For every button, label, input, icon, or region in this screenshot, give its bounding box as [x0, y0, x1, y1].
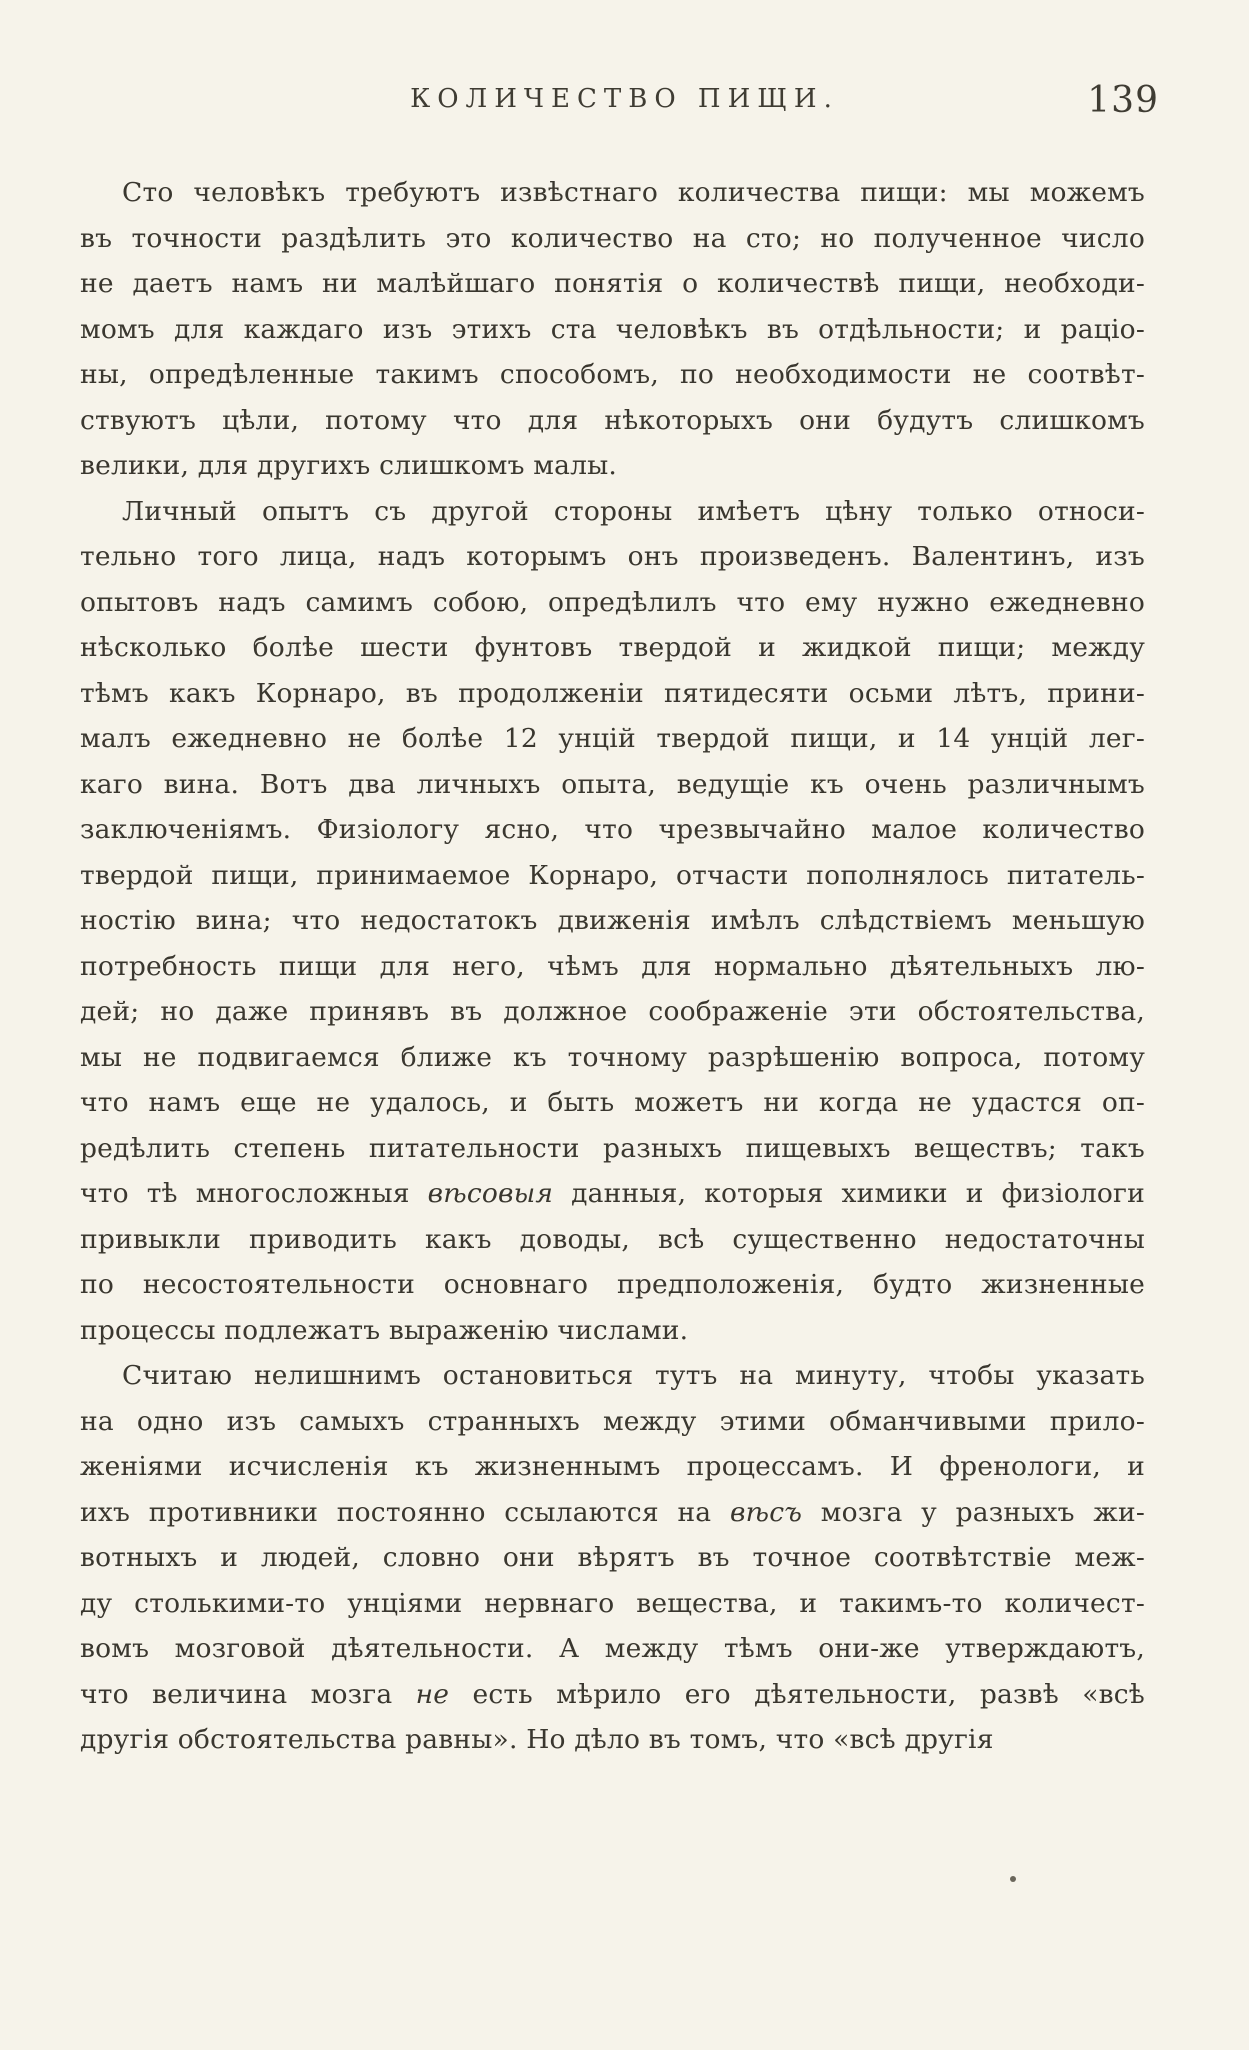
text-line	[80, 580, 1145, 626]
line-text: что намъ еще не удалось, и быть можетъ ни когда не удастся оп-	[80, 1087, 1145, 1118]
line-text: Считаю нелишнимъ остановиться тутъ на минуту, чтобы указать	[122, 1360, 1145, 1391]
text-line	[80, 853, 1145, 899]
text-line	[80, 216, 1145, 262]
line-text: ствуютъ цѣли, потому что для нѣкоторыхъ они будутъ слишкомъ	[80, 404, 1145, 436]
text-line	[80, 398, 1145, 444]
line-text: что величина мозга	[80, 1678, 416, 1710]
line-text: ны, опредѣленные такимъ способомъ, по необходимости не соотвѣт-	[80, 359, 1145, 390]
line-text: каго вина. Вотъ два личныхъ опыта, ведущіе къ очень различнымъ	[80, 768, 1145, 800]
line-text: нѣсколько болѣе шести фунтовъ твердой и жидкой пищи; между	[80, 632, 1145, 663]
line-text: момъ для каждаго изъ этихъ ста человѣкъ въ отдѣльности; и раціо-	[80, 313, 1145, 345]
text-line	[80, 671, 1145, 717]
text-line	[80, 489, 1145, 535]
line-text: мы не подвигаемся ближе къ точному разрѣшенію вопроса, потому	[80, 1041, 1145, 1073]
line-text: Личный опытъ съ другой стороны имѣетъ цѣну только относи-	[122, 495, 1145, 527]
body-text	[80, 170, 1145, 1763]
text-line	[80, 1535, 1145, 1581]
text-line	[80, 944, 1145, 990]
text-line	[80, 1717, 1145, 1763]
text-line	[80, 534, 1145, 580]
line-text: данныя, которыя химики и физіологи	[553, 1178, 1145, 1209]
text-line	[80, 762, 1145, 808]
italic-word: вѣсовыя	[427, 1178, 554, 1209]
line-text: есть мѣрило его дѣятельности, развѣ «всѣ	[449, 1678, 1145, 1710]
line-text: Сто человѣкъ требуютъ извѣстнаго количества пищи: мы можемъ	[122, 177, 1145, 208]
text-line	[80, 170, 1145, 216]
text-line	[80, 1353, 1145, 1399]
line-text: заключеніямъ. Физіологу ясно, что чрезвычайно малое количество	[80, 814, 1145, 845]
text-line	[80, 1444, 1145, 1490]
text-line	[80, 307, 1145, 353]
text-line	[80, 1399, 1145, 1445]
text-line	[80, 1171, 1145, 1217]
line-text: ихъ противники постоянно ссылаются на	[80, 1496, 730, 1528]
text-line	[80, 1080, 1145, 1126]
line-text: малъ ежедневно не болѣе 12 унцій твердой пищи, и 14 унцій лег-	[80, 723, 1145, 754]
text-line	[80, 1217, 1145, 1263]
text-line	[80, 716, 1145, 762]
line-text: процессы подлежатъ выраженію числами.	[80, 1314, 689, 1346]
line-text: потребность пищи для него, чѣмъ для нормально дѣятельныхъ лю-	[80, 950, 1145, 982]
line-text: другія обстоятельства равны». Но дѣло въ томъ, что «всѣ другія	[80, 1724, 994, 1755]
text-line	[80, 807, 1145, 853]
line-text: на одно изъ самыхъ странныхъ между этими обманчивыми прило-	[80, 1405, 1145, 1437]
text-line	[80, 1308, 1145, 1354]
line-text: дей; но даже принявъ въ должное соображеніе эти обстоятельства,	[80, 996, 1145, 1027]
line-text: твердой пищи, принимаемое Корнаро, отчасти пополнялось питатель-	[80, 859, 1145, 891]
text-line	[80, 352, 1145, 398]
text-line	[80, 1581, 1145, 1627]
running-title: КОЛИЧЕСТВО ПИЩИ.	[410, 84, 839, 114]
line-text: редѣлить степень питательности разныхъ пищевыхъ веществъ; такъ	[80, 1132, 1145, 1164]
text-line	[80, 1035, 1145, 1081]
line-text: ду столькими-то унціями нервнаго вещества, и такимъ-то количест-	[80, 1587, 1145, 1619]
line-text: опытовъ надъ самимъ собою, опредѣлилъ что ему нужно ежедневно	[80, 586, 1145, 618]
text-line	[80, 1126, 1145, 1172]
text-line	[80, 625, 1145, 671]
line-text: ностію вина; что недостатокъ движенія имѣлъ слѣдствіемъ меньшую	[80, 905, 1145, 936]
ink-mark	[1010, 1876, 1016, 1882]
text-line	[80, 989, 1145, 1035]
text-line	[80, 898, 1145, 944]
line-text: привыкли приводить какъ доводы, всѣ существенно недостаточны	[80, 1223, 1145, 1255]
text-line	[80, 1490, 1145, 1536]
line-text: мозга у разныхъ жи-	[802, 1496, 1145, 1528]
text-line	[80, 443, 1145, 489]
line-text: въ точности раздѣлить это количество на сто; но полученное число	[80, 222, 1145, 254]
line-text: тельно того лица, надъ которымъ онъ произведенъ. Валентинъ, изъ	[80, 541, 1145, 572]
italic-word: вѣсъ	[729, 1496, 803, 1528]
line-text: велики, для другихъ слишкомъ малы.	[80, 450, 618, 481]
line-text: что тѣ многосложныя	[80, 1178, 428, 1209]
line-text: вомъ мозговой дѣятельности. А между тѣмъ они-же утверждаютъ,	[80, 1633, 1145, 1664]
text-line	[80, 261, 1145, 307]
line-text: тѣмъ какъ Корнаро, въ продолженіи пятидесяти осьми лѣтъ, прини-	[80, 677, 1145, 709]
line-text: не даетъ намъ ни малѣйшаго понятія о количествѣ пищи, необходи-	[80, 268, 1145, 299]
text-line	[80, 1672, 1145, 1718]
italic-word: не	[415, 1678, 450, 1710]
line-text: женіями исчисленія къ жизненнымъ процессамъ. И френологи, и	[80, 1451, 1145, 1482]
line-text: по несостоятельности основнаго предположенія, будто жизненные	[80, 1269, 1145, 1300]
text-line	[80, 1626, 1145, 1672]
text-line	[80, 1262, 1145, 1308]
line-text: вотныхъ и людей, словно они вѣрятъ въ точное соотвѣтствіе меж-	[80, 1542, 1145, 1573]
page-number: 139	[1087, 80, 1159, 121]
